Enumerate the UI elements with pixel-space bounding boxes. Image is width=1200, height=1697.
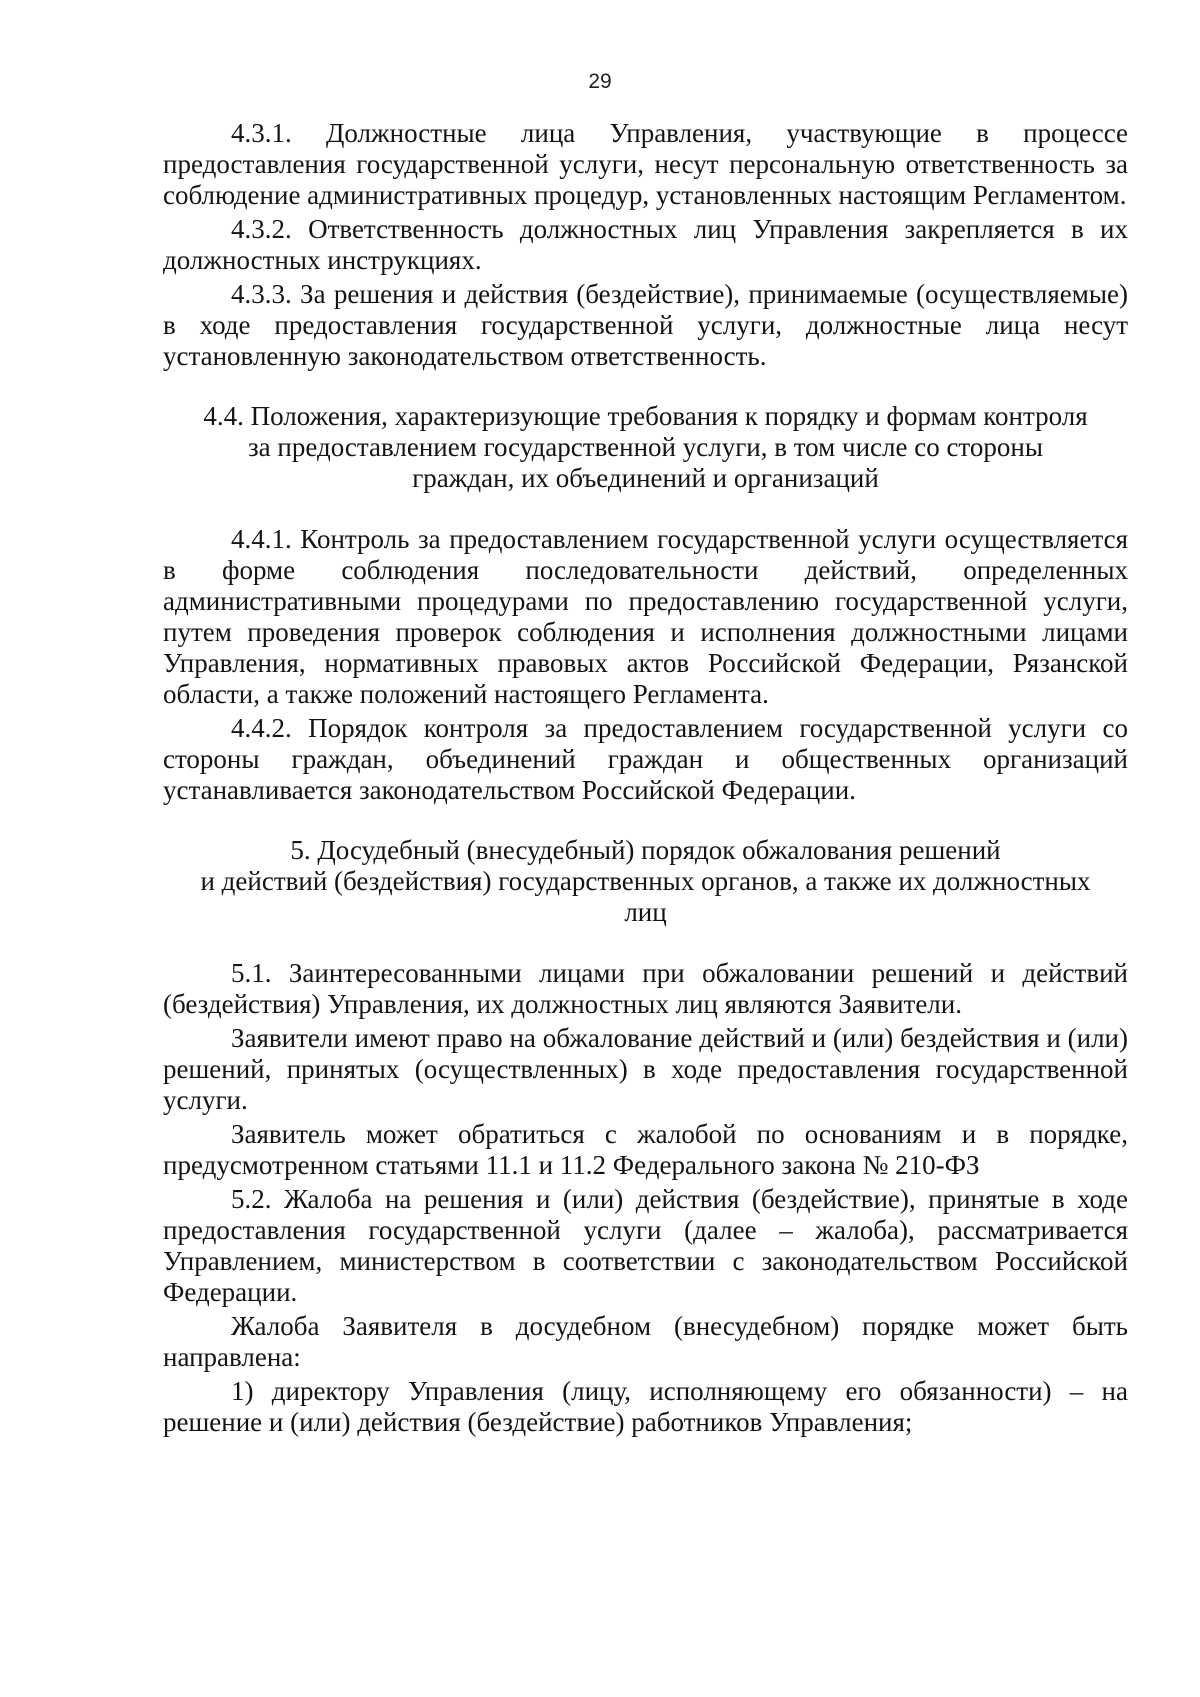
section-heading-4-4	[163, 401, 1128, 494]
paragraph-4-3-1: 4.3.1. Должностные лица Управления, участвующие в процессе предоставления государственной услуги, несут персональную ответственность за соблюдение административных процедур, установленных настоящим Регламентом.	[163, 118, 1128, 210]
heading-4-4-line: за предоставлением государственной услуги, в том числе со стороны	[248, 432, 1043, 462]
heading-4-4-line: граждан, их объединений и организаций	[412, 463, 879, 493]
paragraph-4-4-2: 4.4.2. Порядок контроля за предоставлением государственной услуги со стороны граждан, объединений граждан и общественных организаций устанавливается законодательством Российской Федерации.	[163, 713, 1128, 805]
paragraph-4-3-2: 4.3.2. Ответственность должностных лиц Управления закрепляется в их должностных инструкциях.	[163, 214, 1128, 275]
paragraph-5-1: 5.1. Заинтересованными лицами при обжаловании решений и действий (бездействия) Управления, их должностных лиц являются Заявители.	[163, 958, 1128, 1019]
paragraph-5-2-item-1: 1) директору Управления (лицу, исполняющему его обязанности) – на решение и (или) действия (бездействие) работников Управления;	[163, 1376, 1128, 1437]
heading-5-line: и действий (бездействия) государственных органов, а также их должностных	[200, 866, 1091, 896]
paragraph-4-3-3: 4.3.3. За решения и действия (бездействие), принимаемые (осуществляемые) в ходе предоставления государственной услуги, должностные лица несут установленную законодательством ответственность.	[163, 279, 1128, 371]
document-body	[163, 118, 1128, 1441]
paragraph-5-2-complaint-recipients: Жалоба Заявителя в досудебном (внесудебном) порядке может быть направлена:	[163, 1311, 1128, 1372]
heading-5-line: лиц	[624, 897, 667, 927]
section-heading-5	[163, 835, 1128, 928]
heading-5-line: 5. Досудебный (внесудебный) порядок обжалования решений	[290, 835, 1001, 865]
page-number: 29	[588, 70, 612, 93]
paragraph-5-1-applicants-rights: Заявители имеют право на обжалование действий и (или) бездействия и (или) решений, принятых (осуществленных) в ходе предоставления государственной услуги.	[163, 1023, 1128, 1115]
paragraph-5-2: 5.2. Жалоба на решения и (или) действия (бездействие), принятые в ходе предоставления государственной услуги (далее – жалоба), рассматривается Управлением, министерством в соответствии с законодательством Российской Федерации.	[163, 1184, 1128, 1307]
paragraph-5-1-complaint-grounds: Заявитель может обратиться с жалобой по основаниям и в порядке, предусмотренном статьями 11.1 и 11.2 Федерального закона № 210-ФЗ	[163, 1119, 1128, 1180]
paragraph-4-4-1: 4.4.1. Контроль за предоставлением государственной услуги осуществляется в форме соблюдения последовательности действий, определенных административными процедурами по предоставлению государственной услуги, путем проведения проверок соблюдения и исполнения должностными лицами Управления, нормативных правовых актов Российской Федерации, Рязанской области, а также положений настоящего Регламента.	[163, 524, 1128, 709]
heading-4-4-line: 4.4. Положения, характеризующие требования к порядку и формам контроля	[203, 401, 1088, 431]
